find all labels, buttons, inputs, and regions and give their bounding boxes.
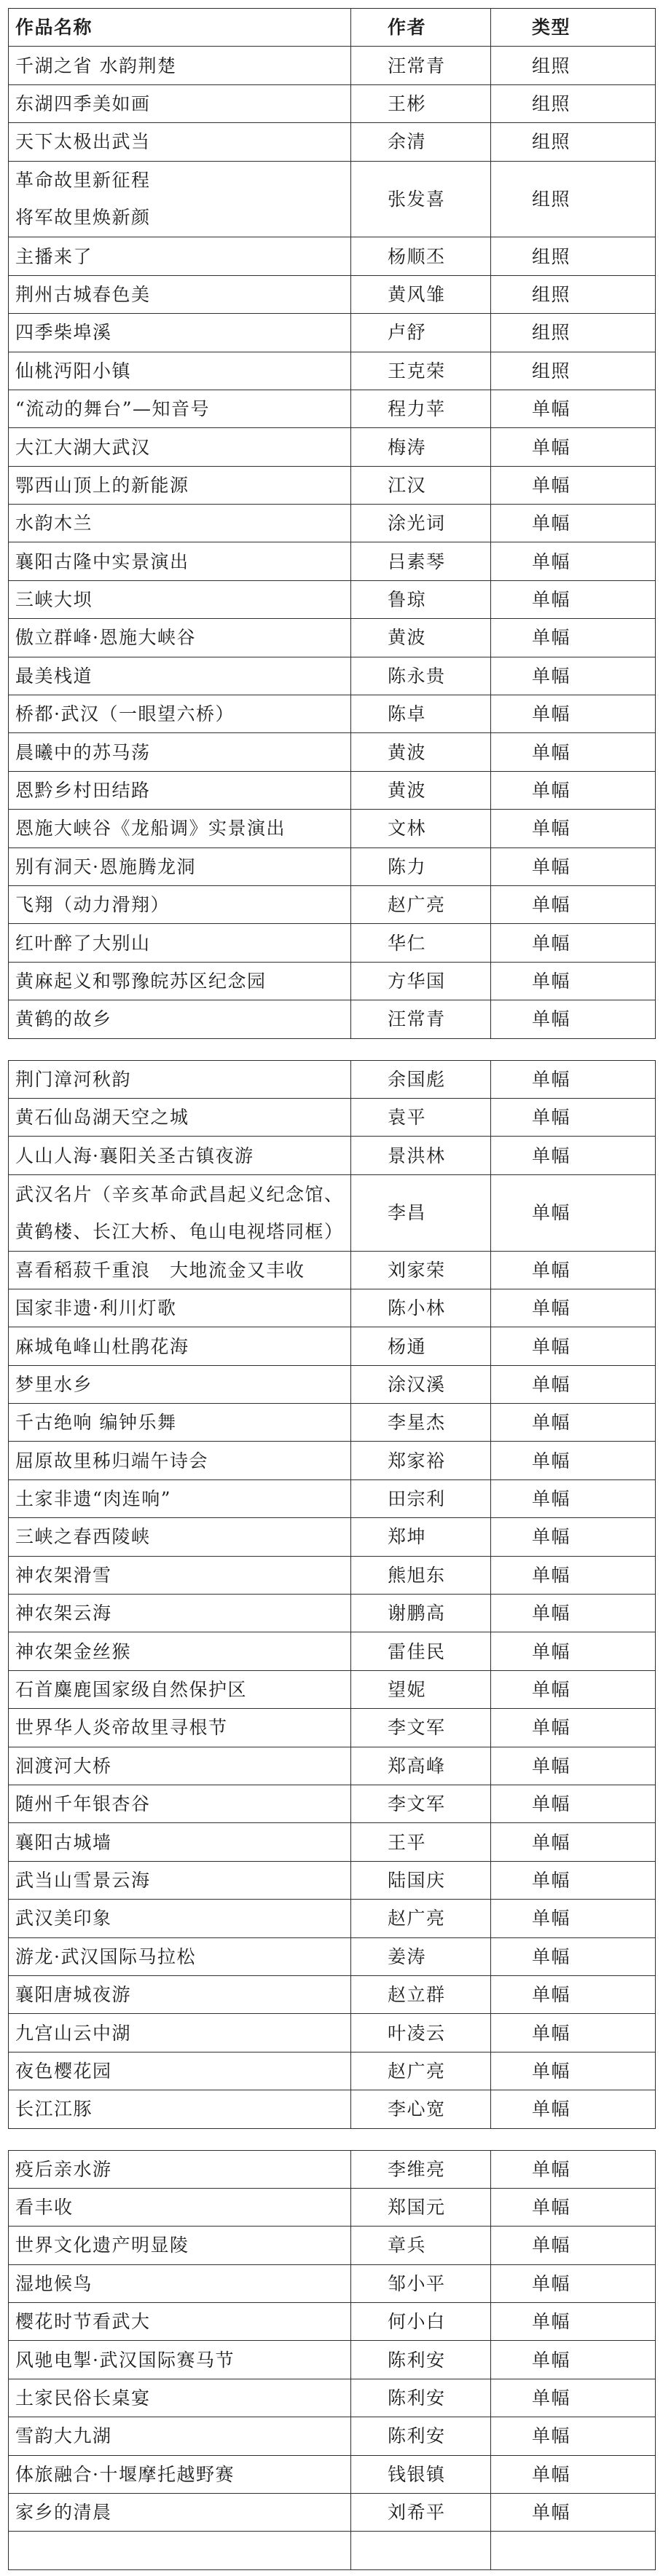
work-title-cell: 武当山雪景云海 <box>9 1861 351 1899</box>
type-cell: 单幅 <box>491 1823 656 1861</box>
table-row <box>9 123 656 161</box>
type-cell: 单幅 <box>491 2227 656 2264</box>
work-title-cell: 襄阳唐城夜游 <box>9 1975 351 2013</box>
type-cell: 单幅 <box>491 886 656 924</box>
type-cell: 单幅 <box>491 2264 656 2302</box>
type-cell: 组照 <box>491 123 656 161</box>
table-row <box>9 1000 656 1038</box>
type-cell: 单幅 <box>491 1327 656 1365</box>
author-cell: 汪常青 <box>351 47 491 84</box>
work-title-cell: 长江江豚 <box>9 2090 351 2128</box>
work-title-cell: 主播来了 <box>9 237 351 275</box>
table-row <box>9 2227 656 2264</box>
author-cell: 李心宽 <box>351 2090 491 2128</box>
author-cell: 陈力 <box>351 848 491 885</box>
author-cell: 杨顺丕 <box>351 237 491 275</box>
author-cell: 汪常青 <box>351 1000 491 1038</box>
work-title-cell: 傲立群峰·恩施大峡谷 <box>9 619 351 657</box>
work-title-cell: 鄂西山顶上的新能源 <box>9 466 351 504</box>
author-cell: 李昌 <box>351 1174 491 1251</box>
type-cell: 单幅 <box>491 848 656 885</box>
type-cell: 单幅 <box>491 1632 656 1670</box>
empty-cell <box>491 2532 656 2569</box>
author-cell: 华仁 <box>351 924 491 962</box>
work-title-cell: 看丰收 <box>9 2188 351 2226</box>
table-row <box>9 428 656 466</box>
table-row <box>9 1785 656 1823</box>
author-cell: 李维亮 <box>351 2150 491 2188</box>
author-cell: 郑家裕 <box>351 1442 491 1479</box>
author-cell: 郑国元 <box>351 2188 491 2226</box>
table-2 <box>8 1060 656 2129</box>
type-cell: 单幅 <box>491 1479 656 1517</box>
empty-cell <box>351 2532 491 2569</box>
work-title-cell: 神农架金丝猴 <box>9 1632 351 1670</box>
type-cell: 单幅 <box>491 1747 656 1785</box>
work-title-cell: 洄渡河大桥 <box>9 1747 351 1785</box>
table-row <box>9 1098 656 1136</box>
empty-row <box>9 2532 656 2569</box>
author-cell: 李文军 <box>351 1785 491 1823</box>
author-cell: 姜涛 <box>351 1937 491 1975</box>
table-3 <box>8 2150 656 2570</box>
author-cell: 文林 <box>351 810 491 848</box>
type-cell: 组照 <box>491 314 656 352</box>
table-row <box>9 619 656 657</box>
work-title-cell: 游龙·武汉国际马拉松 <box>9 1937 351 1975</box>
work-title-cell: 体旅融合·十堰摩托越野赛 <box>9 2455 351 2493</box>
work-title-cell: 家乡的清晨 <box>9 2494 351 2532</box>
type-cell: 单幅 <box>491 1556 656 1594</box>
table-row <box>9 161 656 237</box>
work-title-cell: 荆门漳河秋韵 <box>9 1060 351 1098</box>
table-row <box>9 2303 656 2341</box>
type-cell: 单幅 <box>491 2188 656 2226</box>
work-title-cell: 东湖四季美如画 <box>9 84 351 122</box>
table-row <box>9 2150 656 2188</box>
table-row <box>9 47 656 84</box>
author-cell: 章兵 <box>351 2227 491 2264</box>
author-cell: 黄波 <box>351 733 491 771</box>
table-row <box>9 1556 656 1594</box>
work-title-cell: 樱花时节看武大 <box>9 2303 351 2341</box>
work-title-cell: 黄石仙岛湖天空之城 <box>9 1098 351 1136</box>
author-cell: 陈永贵 <box>351 657 491 695</box>
work-title-cell: 水韵木兰 <box>9 505 351 542</box>
empty-cell <box>9 2532 351 2569</box>
type-cell: 单幅 <box>491 810 656 848</box>
work-title-cell: 天下太极出武当 <box>9 123 351 161</box>
work-title-cell: 别有洞天·恩施腾龙洞 <box>9 848 351 885</box>
type-cell: 组照 <box>491 47 656 84</box>
table-row <box>9 848 656 885</box>
type-cell: 单幅 <box>491 619 656 657</box>
type-cell: 单幅 <box>491 1670 656 1708</box>
work-title-cell: 土家非遗“肉连响” <box>9 1479 351 1517</box>
author-cell: 赵广亮 <box>351 2052 491 2090</box>
author-cell: 赵广亮 <box>351 1900 491 1937</box>
type-cell: 单幅 <box>491 733 656 771</box>
author-cell: 叶凌云 <box>351 2014 491 2052</box>
type-cell: 单幅 <box>491 1937 656 1975</box>
work-title-cell: 恩黔乡村田结路 <box>9 771 351 809</box>
table-row <box>9 1595 656 1632</box>
work-title-cell: 神农架滑雪 <box>9 1556 351 1594</box>
work-title-cell: 飞翔（动力滑翔） <box>9 886 351 924</box>
type-cell: 单幅 <box>491 1174 656 1251</box>
table-row <box>9 352 656 390</box>
author-cell: 王克荣 <box>351 352 491 390</box>
table-row <box>9 2455 656 2493</box>
type-cell: 单幅 <box>491 1365 656 1403</box>
table-row <box>9 962 656 1000</box>
work-title-cell: 九宫山云中湖 <box>9 2014 351 2052</box>
type-cell: 单幅 <box>491 1404 656 1442</box>
work-title-cell: 最美栈道 <box>9 657 351 695</box>
type-cell: 单幅 <box>491 2379 656 2417</box>
author-cell: 赵立群 <box>351 1975 491 2013</box>
author-cell: 涂光词 <box>351 505 491 542</box>
work-title-cell: 襄阳古城墙 <box>9 1823 351 1861</box>
work-title-cell: 大江大湖大武汉 <box>9 428 351 466</box>
author-cell: 望妮 <box>351 1670 491 1708</box>
author-cell: 何小白 <box>351 2303 491 2341</box>
table-row <box>9 1251 656 1289</box>
type-cell: 单幅 <box>491 1595 656 1632</box>
author-cell: 李文军 <box>351 1709 491 1747</box>
table-row <box>9 505 656 542</box>
table-row <box>9 1937 656 1975</box>
table-row <box>9 580 656 618</box>
type-cell: 单幅 <box>491 1785 656 1823</box>
type-cell: 单幅 <box>491 1861 656 1899</box>
type-cell: 单幅 <box>491 657 656 695</box>
type-cell: 单幅 <box>491 2014 656 2052</box>
table-row <box>9 542 656 580</box>
work-title-cell: 世界文化遗产明显陵 <box>9 2227 351 2264</box>
type-cell: 单幅 <box>491 771 656 809</box>
type-cell: 单幅 <box>491 428 656 466</box>
author-cell: 刘家荣 <box>351 1251 491 1289</box>
author-cell: 卢舒 <box>351 314 491 352</box>
type-cell: 单幅 <box>491 695 656 733</box>
table-row <box>9 695 656 733</box>
work-title-cell: 千湖之省 水韵荆楚 <box>9 47 351 84</box>
table-row <box>9 1632 656 1670</box>
table-row <box>9 237 656 275</box>
work-title-cell: 湿地候鸟 <box>9 2264 351 2302</box>
type-cell: 组照 <box>491 352 656 390</box>
work-title-cell: 三峡大坝 <box>9 580 351 618</box>
author-cell: 鲁琼 <box>351 580 491 618</box>
table-row <box>9 1174 656 1251</box>
work-title-cell: 喜看稻菽千重浪 大地流金又丰收 <box>9 1251 351 1289</box>
author-cell: 黄风雏 <box>351 275 491 313</box>
type-cell: 单幅 <box>491 1060 656 1098</box>
author-cell: 邹小平 <box>351 2264 491 2302</box>
header-author: 作者 <box>351 9 491 47</box>
type-cell: 单幅 <box>491 542 656 580</box>
table-row <box>9 1442 656 1479</box>
header-type: 类型 <box>491 9 656 47</box>
table-row <box>9 1709 656 1747</box>
type-cell: 单幅 <box>491 2303 656 2341</box>
table-row <box>9 2188 656 2226</box>
type-cell: 单幅 <box>491 1098 656 1136</box>
work-title-cell: 神农架云海 <box>9 1595 351 1632</box>
author-cell: 钱银镇 <box>351 2455 491 2493</box>
work-title-cell: 武汉美印象 <box>9 1900 351 1937</box>
header-work-title: 作品名称 <box>9 9 351 47</box>
type-cell: 单幅 <box>491 1709 656 1747</box>
author-cell: 陈卓 <box>351 695 491 733</box>
type-cell: 单幅 <box>491 1289 656 1327</box>
type-cell: 单幅 <box>491 1900 656 1937</box>
type-cell: 组照 <box>491 161 656 237</box>
type-cell: 单幅 <box>491 2341 656 2379</box>
type-cell: 单幅 <box>491 1518 656 1556</box>
type-cell: 单幅 <box>491 390 656 427</box>
author-cell: 江汉 <box>351 466 491 504</box>
work-title-cell: 国家非遗·利川灯歌 <box>9 1289 351 1327</box>
work-title-cell: 世界华人炎帝故里寻根节 <box>9 1709 351 1747</box>
type-cell: 单幅 <box>491 1251 656 1289</box>
author-cell: 谢鹏高 <box>351 1595 491 1632</box>
type-cell: 单幅 <box>491 580 656 618</box>
author-cell: 余国彪 <box>351 1060 491 1098</box>
table-row <box>9 2090 656 2128</box>
author-cell: 郑高峰 <box>351 1747 491 1785</box>
type-cell: 单幅 <box>491 2494 656 2532</box>
work-title-cell: 黄鹤的故乡 <box>9 1000 351 1038</box>
author-cell: 赵广亮 <box>351 886 491 924</box>
table-row <box>9 2494 656 2532</box>
work-title-cell: 武汉名片（辛亥革命武昌起义纪念馆、 黄鹤楼、长江大桥、龟山电视塔同框） <box>9 1174 351 1251</box>
author-cell: 陈利安 <box>351 2379 491 2417</box>
table-row <box>9 1975 656 2013</box>
type-cell: 组照 <box>491 84 656 122</box>
work-title-cell: 黄麻起义和鄂豫皖苏区纪念园 <box>9 962 351 1000</box>
author-cell: 陈小林 <box>351 1289 491 1327</box>
author-cell: 黄波 <box>351 771 491 809</box>
work-title-cell: 红叶醉了大别山 <box>9 924 351 962</box>
type-cell: 单幅 <box>491 2052 656 2090</box>
table-row <box>9 275 656 313</box>
author-cell: 田宗利 <box>351 1479 491 1517</box>
author-cell: 陈利安 <box>351 2417 491 2455</box>
work-title-cell: 雪韵大九湖 <box>9 2417 351 2455</box>
author-cell: 杨通 <box>351 1327 491 1365</box>
work-title-cell: 千古绝响 编钟乐舞 <box>9 1404 351 1442</box>
type-cell: 单幅 <box>491 1442 656 1479</box>
table-row <box>9 771 656 809</box>
type-cell: 单幅 <box>491 2090 656 2128</box>
work-title-cell: 麻城龟峰山杜鹃花海 <box>9 1327 351 1365</box>
table-row <box>9 2379 656 2417</box>
type-cell: 单幅 <box>491 924 656 962</box>
work-title-cell: 革命故里新征程 将军故里焕新颜 <box>9 161 351 237</box>
table-row <box>9 1900 656 1937</box>
work-title-cell: 风驰电掣·武汉国际赛马节 <box>9 2341 351 2379</box>
author-cell: 陈利安 <box>351 2341 491 2379</box>
table-row <box>9 810 656 848</box>
type-cell: 单幅 <box>491 2455 656 2493</box>
table-row <box>9 84 656 122</box>
author-cell: 程力苹 <box>351 390 491 427</box>
table-row <box>9 1365 656 1403</box>
type-cell: 单幅 <box>491 1137 656 1174</box>
table-row <box>9 1747 656 1785</box>
work-title-cell: 仙桃沔阳小镇 <box>9 352 351 390</box>
work-title-cell: 晨曦中的苏马荡 <box>9 733 351 771</box>
table-row <box>9 2052 656 2090</box>
work-title-cell: 夜色樱花园 <box>9 2052 351 2090</box>
author-cell: 余清 <box>351 123 491 161</box>
author-cell: 雷佳民 <box>351 1632 491 1670</box>
table-row <box>9 314 656 352</box>
work-title-cell: 桥都·武汉（一眼望六桥） <box>9 695 351 733</box>
author-cell: 熊旭东 <box>351 1556 491 1594</box>
table-row <box>9 886 656 924</box>
author-cell: 李星杰 <box>351 1404 491 1442</box>
header-row <box>9 9 656 47</box>
table-row <box>9 1518 656 1556</box>
type-cell: 单幅 <box>491 1000 656 1038</box>
work-title-cell: 恩施大峡谷《龙船调》实景演出 <box>9 810 351 848</box>
table-row <box>9 2341 656 2379</box>
table-row <box>9 1823 656 1861</box>
author-cell: 郑坤 <box>351 1518 491 1556</box>
author-cell: 方华国 <box>351 962 491 1000</box>
author-cell: 袁平 <box>351 1098 491 1136</box>
work-title-cell: “流动的舞台”—知音号 <box>9 390 351 427</box>
author-cell: 景洪林 <box>351 1137 491 1174</box>
author-cell: 涂汉溪 <box>351 1365 491 1403</box>
author-cell: 陆国庆 <box>351 1861 491 1899</box>
table-row <box>9 733 656 771</box>
table-row <box>9 1404 656 1442</box>
table-row <box>9 2264 656 2302</box>
work-title-cell: 石首麋鹿国家级自然保护区 <box>9 1670 351 1708</box>
table-1 <box>8 8 656 1039</box>
type-cell: 单幅 <box>491 2417 656 2455</box>
type-cell: 单幅 <box>491 1975 656 2013</box>
table-row <box>9 1289 656 1327</box>
work-title-cell: 梦里水乡 <box>9 1365 351 1403</box>
table-row <box>9 1137 656 1174</box>
table-row <box>9 924 656 962</box>
type-cell: 组照 <box>491 275 656 313</box>
type-cell: 单幅 <box>491 505 656 542</box>
table-row <box>9 1327 656 1365</box>
author-cell: 王彬 <box>351 84 491 122</box>
author-cell: 梅涛 <box>351 428 491 466</box>
table-row <box>9 657 656 695</box>
author-cell: 刘希平 <box>351 2494 491 2532</box>
work-title-cell: 荆州古城春色美 <box>9 275 351 313</box>
table-row <box>9 390 656 427</box>
type-cell: 单幅 <box>491 962 656 1000</box>
work-title-cell: 襄阳古隆中实景演出 <box>9 542 351 580</box>
work-title-cell: 土家民俗长桌宴 <box>9 2379 351 2417</box>
table-row <box>9 1670 656 1708</box>
table-row <box>9 1479 656 1517</box>
table-row <box>9 466 656 504</box>
author-cell: 张发喜 <box>351 161 491 237</box>
work-title-cell: 四季柴埠溪 <box>9 314 351 352</box>
work-title-cell: 屈原故里秭归端午诗会 <box>9 1442 351 1479</box>
type-cell: 单幅 <box>491 466 656 504</box>
table-row <box>9 1060 656 1098</box>
type-cell: 组照 <box>491 237 656 275</box>
work-title-cell: 三峡之春西陵峡 <box>9 1518 351 1556</box>
type-cell: 单幅 <box>491 2150 656 2188</box>
table-row <box>9 2417 656 2455</box>
table-row <box>9 2014 656 2052</box>
work-title-cell: 人山人海·襄阳关圣古镇夜游 <box>9 1137 351 1174</box>
author-cell: 王平 <box>351 1823 491 1861</box>
table-row <box>9 1861 656 1899</box>
author-cell: 吕素琴 <box>351 542 491 580</box>
work-title-cell: 疫后亲水游 <box>9 2150 351 2188</box>
author-cell: 黄波 <box>351 619 491 657</box>
work-title-cell: 随州千年银杏谷 <box>9 1785 351 1823</box>
